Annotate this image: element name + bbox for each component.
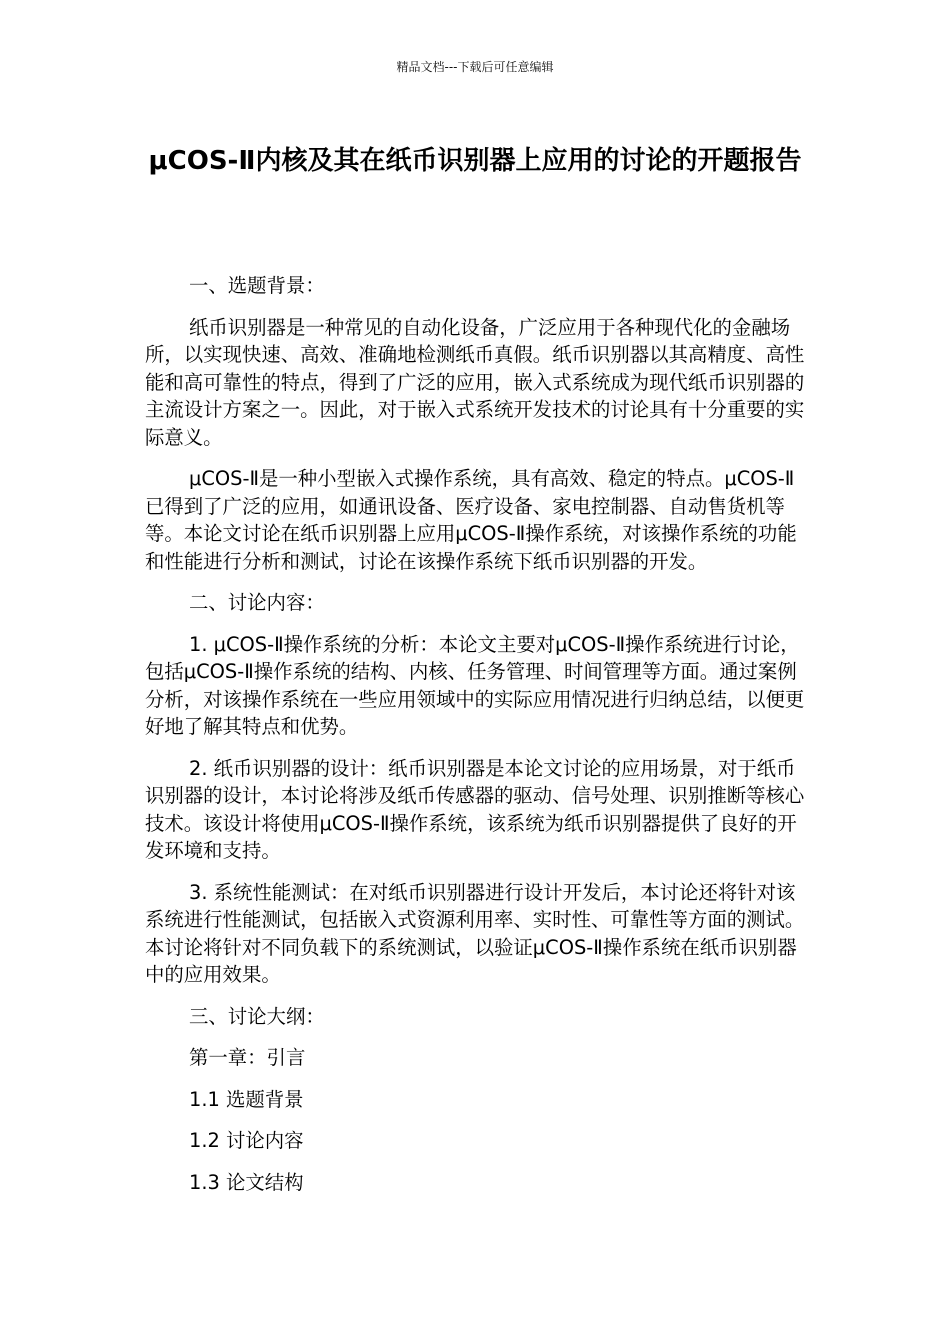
paragraph-background: 纸币识别器是一种常见的自动化设备，广泛应用于各种现代化的金融场所，以实现快速、高效、准确地检测纸币真假。纸币识别器以其高精度、高性能和高可靠性的特点，得到了广泛的应用，嵌入式系统成为现代纸币识别器的主流设计方案之一。因此，对于嵌入式系统开发技术的讨论具有十分重要的实际意义。 (145, 315, 805, 449)
outline-chapter-1: 第一章：引言 (189, 1046, 306, 1069)
paragraph-item-2: 2. 纸币识别器的设计：纸币识别器是本论文讨论的应用场景，对于纸币识别器的设计，本讨论将涉及纸币传感器的驱动、信号处理、识别推断等核心技术。该设计将使用μCOS-Ⅱ操作系统，该系统为纸币识别器提供了良好的开发环境和支持。 (145, 756, 805, 862)
section-heading-content: 二、讨论内容： (189, 591, 325, 614)
section-heading-background: 一、选题背景： (189, 274, 325, 297)
outline-item-1-1: 1.1 选题背景 (189, 1087, 304, 1111)
paragraph-item-3: 3. 系统性能测试：在对纸币识别器进行设计开发后，本讨论还将针对该系统进行性能测试，包括嵌入式资源利用率、实时性、可靠性等方面的测试。本讨论将针对不同负载下的系统测试，以验证μCOS-Ⅱ操作系统在纸币识别器中的应用效果。 (145, 880, 805, 986)
page-header: 精品文档---下载后可任意编辑 (396, 60, 554, 74)
document-title: μCOS-Ⅱ内核及其在纸币识别器上应用的讨论的开题报告 (148, 146, 802, 176)
paragraph-ucos-intro: μCOS-Ⅱ是一种小型嵌入式操作系统，具有高效、稳定的特点。μCOS-Ⅱ已得到了广泛的应用，如通讯设备、医疗设备、家电控制器、自动售货机等等。本论文讨论在纸币识别器上应用μCOS-Ⅱ操作系统，对该操作系统的功能和性能进行分析和测试，讨论在该操作系统下纸币识别器的开发。 (145, 467, 797, 573)
outline-item-1-2: 1.2 讨论内容 (189, 1129, 304, 1152)
document-body (145, 272, 805, 1210)
paragraph-item-1: 1. μCOS-Ⅱ操作系统的分析：本论文主要对μCOS-Ⅱ操作系统进行讨论，包括μCOS-Ⅱ操作系统的结构、内核、任务管理、时间管理等方面。通过案例分析，对该操作系统在一些应用领域中的实际应用情况进行归纳总结，以便更好地了解其特点和优势。 (145, 632, 805, 738)
outline-item-1-3: 1.3 论文结构 (189, 1170, 304, 1194)
section-heading-outline: 三、讨论大纲： (189, 1004, 325, 1028)
